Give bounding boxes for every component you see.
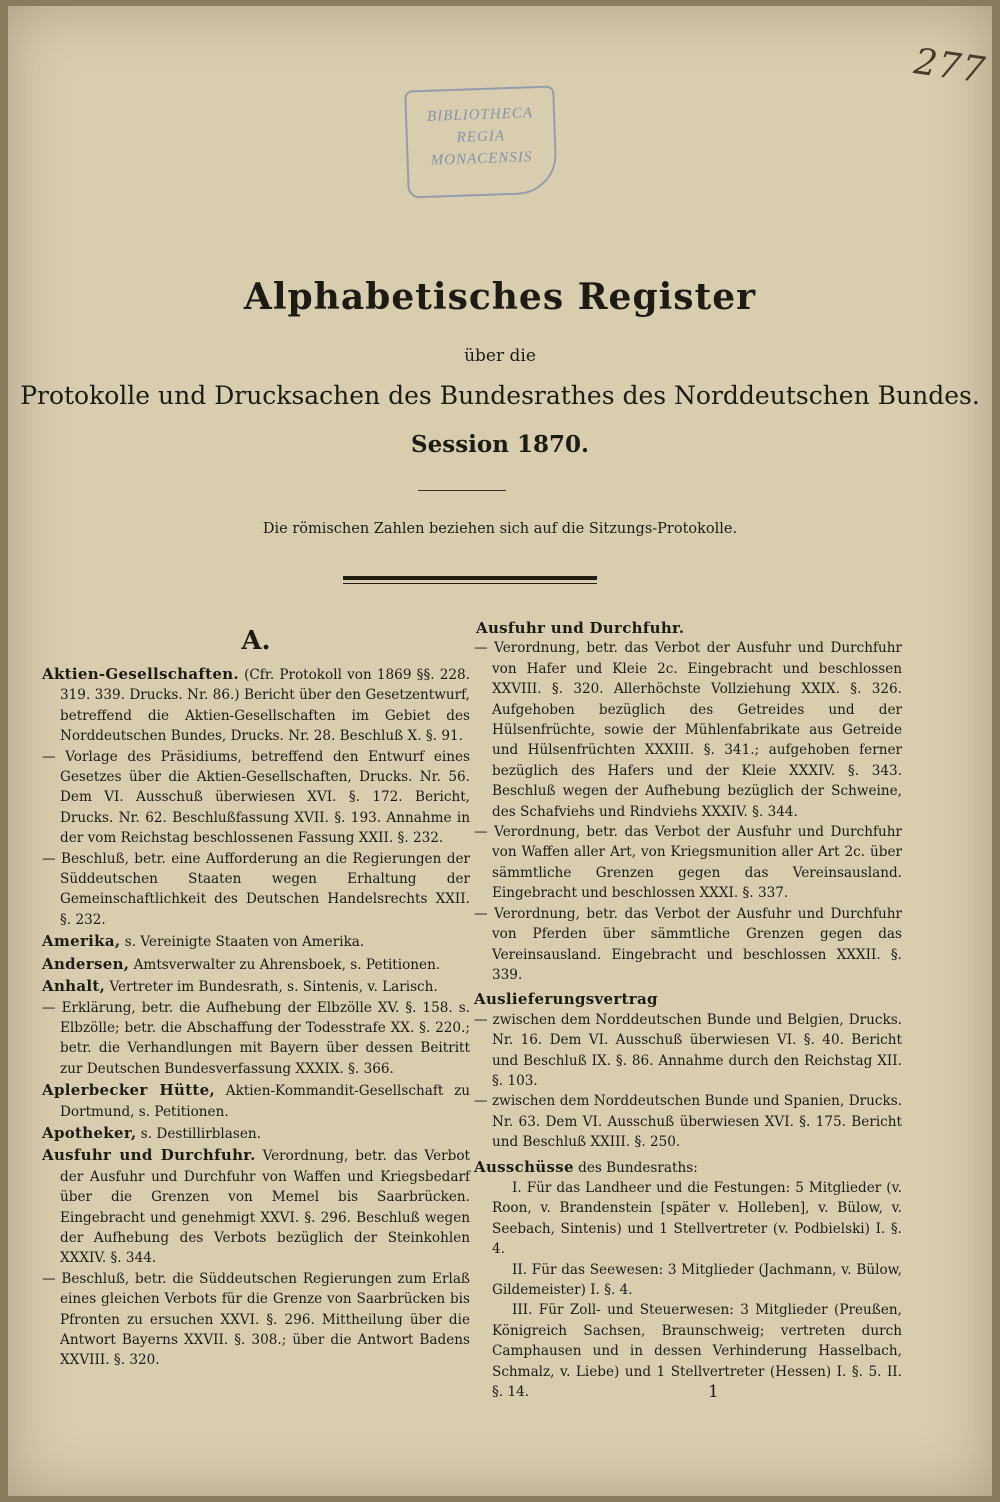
entry-text: des Bundesraths:: [573, 1159, 698, 1176]
entry-text: (Cfr. Protokoll von 1869 §§. 228. 319. 339. Drucks. Nr. 86.) Bericht über den Gesetzentwurf, betreffend die Aktien-Gesellschaften im Gebiet des Norddeutschen Bundes, Drucks. Nr. 28. Beschluß X. §. 91.: [60, 667, 470, 745]
section-letter: A.: [241, 626, 271, 656]
entry-text: Verordnung, betr. das Verbot der Ausfuhr und Durchfuhr von Waffen und Kriegsbedarf über die Grenzen von Memel bis Saarbrücken. Eingebracht und genehmigt XXVI. §. 296. Beschluß wegen der Aufhebung des Verbots bezüglich der Steinkohlen XXXIV. §. 344.: [60, 1148, 470, 1267]
register-entry: [42, 1080, 470, 1122]
divider-thick: [343, 576, 597, 580]
entry-text: s. Vereinigte Staaten von Amerika.: [120, 934, 365, 951]
left-column: [42, 618, 470, 1371]
document-page: [8, 6, 992, 1496]
entry-keyword: Ausschüsse: [474, 1157, 574, 1176]
divider-thin: [343, 583, 597, 584]
entry-heading: Auslieferungsvertrag: [474, 990, 658, 1009]
register-entry: [42, 1145, 470, 1268]
register-subentry: — Vorlage des Präsidiums, betreffend den Entwurf eines Gesetzes über die Aktien-Gesellschaften, Drucks. Nr. 56. Dem VI. Ausschuß überwiesen XVI. §. 172. Bericht, Drucks. Nr. 62. Beschlußfassung XVII. §. 193. Annahme in der vom Reichstag beschlossenen Fassung XXII. §. 232.: [42, 748, 470, 847]
page-number: 1: [708, 1382, 719, 1402]
stamp-line-2: REGIA: [456, 128, 506, 146]
committee-paragraph: III. Für Zoll- und Steuerwesen: 3 Mitglieder (Preußen, Königreich Sachsen, Braunschweig; vertreten durch Camphausen und in dessen Verhinderung Hasselbach, Schmalz, v. Liebe) und 1 Stellvertreter (Hessen) I. §. 5. II. §. 14.: [492, 1302, 902, 1401]
register-entry: [42, 976, 470, 997]
explanatory-note: Die römischen Zahlen beziehen sich auf die Sitzungs-Protokolle.: [262, 521, 738, 537]
register-entry: [42, 954, 470, 975]
library-stamp: [404, 85, 558, 198]
entry-keyword: Anhalt,: [42, 977, 106, 996]
entry-keyword: Ausfuhr und Durchfuhr.: [42, 1146, 256, 1165]
entry-keyword: Amerika,: [42, 932, 121, 951]
register-subentry: — Beschluß, betr. eine Aufforderung an die Regierungen der Süddeutschen Staaten wegen Erhaltung der Gemeinschaftlichkeit des Deutschen Handelsrechts XXII. §. 232.: [42, 850, 470, 928]
entry-keyword: Andersen,: [42, 954, 130, 973]
title-connector: über die: [464, 346, 536, 366]
register-subentry: — Beschluß, betr. die Süddeutschen Regierungen zum Erlaß eines gleichen Verbots für die Grenze von Saarbrücken bis Pfronten zu ersuchen XXVI. §. 296. Mittheilung über die Antwort Bayerns XXVII. §. 308.; über die Antwort Badens XXVIII. §. 320.: [42, 1270, 470, 1369]
register-subentry: — Erklärung, betr. die Aufhebung der Elbzölle XV. §. 158. s. Elbzölle; betr. die Abschaffung der Todesstrafe XX. §. 220.; betr. die Verhandlungen mit Bayern über dessen Beitritt zur Deutschen Bundesverfassung XXXIX. §. 366.: [42, 999, 470, 1077]
register-entry: [42, 931, 470, 952]
register-entry: [474, 1157, 902, 1178]
register-subentry: — Verordnung, betr. das Verbot der Ausfuhr und Durchfuhr von Pferden über sämmtliche Grenzen gegen das Vereinsausland. Eingebracht und beschlossen XXXII. §. 339.: [474, 905, 902, 983]
entry-text: Vertreter im Bundesrath, s. Sintenis, v. Larisch.: [105, 979, 438, 996]
entry-text: s. Destillirblasen.: [136, 1125, 261, 1142]
register-subentry: — zwischen dem Norddeutschen Bunde und Spanien, Drucks. Nr. 63. Dem VI. Ausschuß überwiesen XVI. §. 175. Bericht und Beschluß XXIII. §. 250.: [474, 1093, 902, 1151]
entry-keyword: Aktien-Gesellschaften.: [42, 665, 239, 683]
entry-keyword: Apotheker,: [42, 1123, 137, 1142]
register-entry: [42, 1123, 470, 1144]
register-entry: [42, 664, 470, 747]
divider-short: [418, 490, 506, 491]
stamp-line-1: BIBLIOTHECA: [426, 105, 534, 125]
page-subtitle: Protokolle und Drucksachen des Bundesrathes des Norddeutschen Bundes.: [20, 381, 980, 410]
register-subentry: — Verordnung, betr. das Verbot der Ausfuhr und Durchfuhr von Hafer und Kleie 2c. Eingebracht und beschlossen XXVIII. §. 320. Allerhöchste Vollziehung XXIX. §. 326. Aufgehoben bezüglich des Getreides und der Hülsenfrüchte, sowie der Mühlenfabrikate aus Getreide und Hülsenfrüchten XXXIII. §. 341.; aufgehoben ferner bezüglich des Hafers und der Kleie XXXIV. §. 343. Beschluß wegen der Aufhebung bezüglich der Schweine, des Schafviehs und Rindviehs XXXIV. §. 344.: [474, 640, 902, 820]
continued-heading: Ausfuhr und Durchfuhr.: [476, 619, 685, 637]
entry-text: Aktien-Kommandit-Gesellschaft zu Dortmund, s. Petitionen.: [60, 1083, 470, 1120]
entry-keyword: Aplerbecker Hütte,: [42, 1081, 216, 1100]
session-heading: Session 1870.: [411, 431, 589, 458]
committee-paragraph: II. Für das Seewesen: 3 Mitglieder (Jachmann, v. Bülow, Gildemeister) I. §. 4.: [492, 1261, 902, 1298]
entry-text: Amtsverwalter zu Ahrensboek, s. Petitionen.: [129, 956, 441, 973]
right-column: [474, 618, 902, 1402]
committee-paragraph: I. Für das Landheer und die Festungen: 5 Mitglieder (v. Roon, v. Brandenstein [später v. Holleben], v. Bülow, v. Seebach, Sintenis) und 1 Stellvertreter (v. Podbielski) I. §. 4.: [492, 1179, 902, 1258]
stamp-line-3: MONACENSIS: [430, 149, 533, 169]
register-subentry: — Verordnung, betr. das Verbot der Ausfuhr und Durchfuhr von Waffen aller Art, von Kriegsmunition aller Art 2c. über sämmtliche Grenzen gegen das Vereinsausland. Eingebracht und beschlossen XXXI. §. 337.: [474, 824, 902, 902]
page-title: Alphabetisches Register: [243, 276, 757, 318]
handwritten-folio-number: 277: [911, 41, 989, 92]
register-subentry: — zwischen dem Norddeutschen Bunde und Belgien, Drucks. Nr. 16. Dem VI. Ausschuß überwiesen VI. §. 40. Bericht und Beschluß IX. §. 86. Annahme durch den Reichstag XII. §. 103.: [474, 1011, 902, 1089]
